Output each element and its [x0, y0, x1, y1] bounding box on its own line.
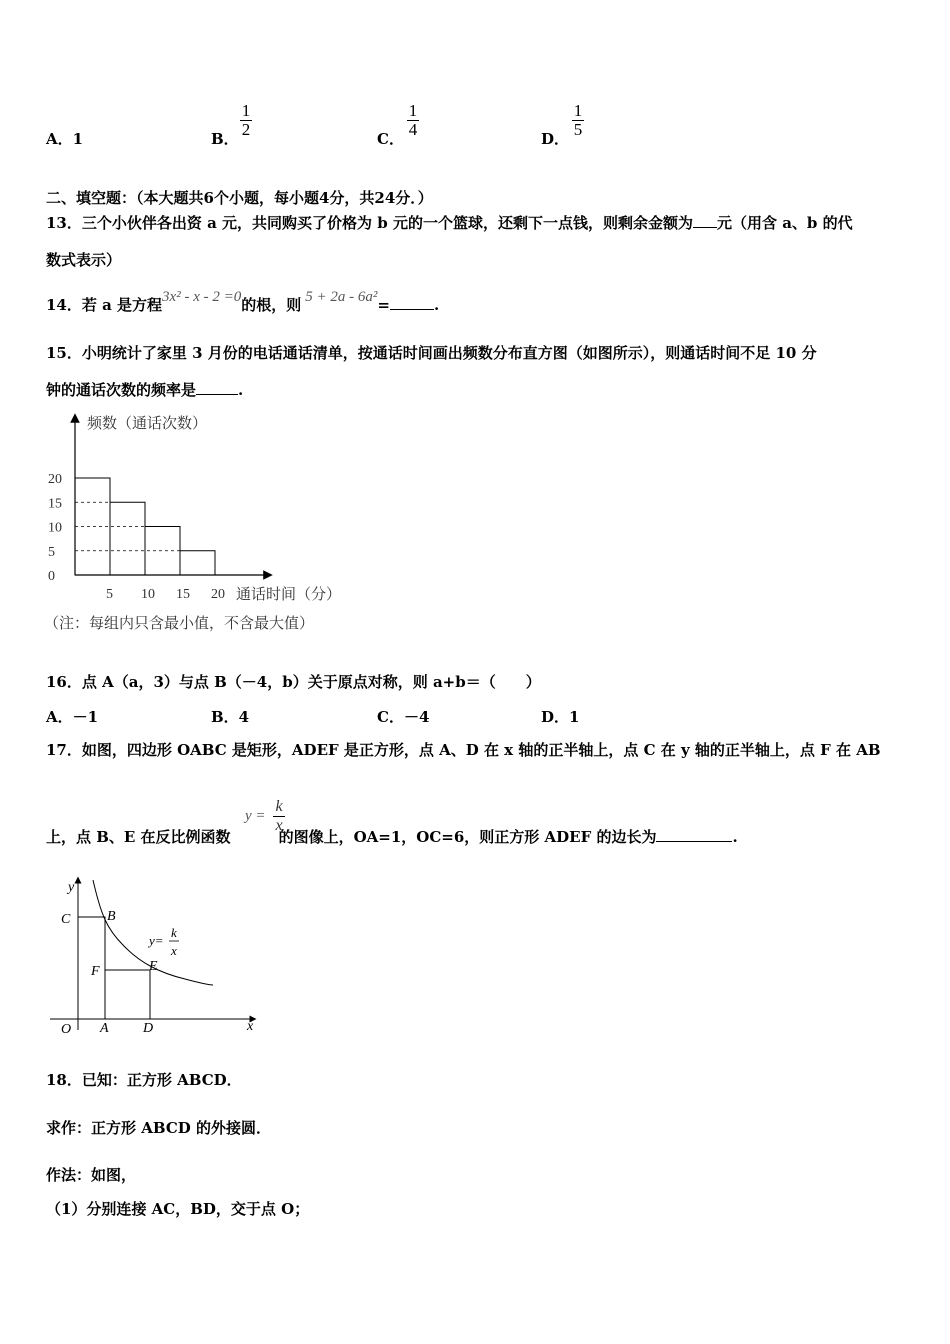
point-c-label: C — [61, 912, 71, 927]
fraction-numerator: 1 — [573, 101, 583, 120]
fraction-denominator: 2 — [241, 120, 251, 139]
point-d-label: D — [143, 1021, 154, 1036]
q14-line — [46, 289, 440, 315]
q15-text: 钟的通话次数的频率是 — [46, 381, 197, 399]
q17-line1: 17．如图，四边形 OABC 是矩形，ADEF 是正方形，点 A、D 在 x 轴的正半轴上，点 C 在 y 轴的正半轴上，点 F 在 AB — [46, 741, 881, 759]
q18-line4: （1）分别连接 AC，BD，交于点 O； — [46, 1200, 310, 1218]
q13-unit: 元（用含 a、b 的代 — [716, 214, 853, 232]
curve-label-numerator: k — [171, 925, 177, 940]
option-value: 1 — [72, 130, 84, 148]
x-tick-labels — [106, 587, 225, 602]
curve-label-denominator: x — [171, 943, 177, 958]
q16-option-c: C．－4 — [377, 708, 430, 726]
point-f-label: F — [91, 964, 100, 979]
x-tick-10: 10 — [141, 587, 155, 602]
fraction-numerator: 1 — [408, 101, 418, 120]
q15-line1: 15．小明统计了家里 3 月份的电话通话清单，按通话时间画出频数分布直方图（如图所示），则通话时间不足 10 分 — [46, 344, 817, 362]
y-tick-labels — [48, 472, 62, 560]
option-label: B． — [211, 130, 239, 148]
q13-text: 13．三个小伙伴各出资 a 元，共同购买了价格为 b 元的一个篮球，还剩下一点钱，则剩余金额为 — [46, 214, 693, 232]
fraction-numerator: k — [275, 798, 283, 815]
x-tick-20: 20 — [211, 587, 225, 602]
q17-figure — [45, 875, 265, 1040]
answer-blank[interactable] — [196, 394, 238, 395]
curve-label: y= — [149, 933, 164, 948]
q12-option-a — [46, 128, 83, 149]
histogram-chart — [40, 410, 370, 635]
q17-suffix: 的图像上，OA=1，OC=6，则正方形 ADEF 的边长为 — [278, 828, 657, 846]
q18-line3: 作法：如图， — [46, 1166, 137, 1184]
q14-prefix: 14．若 a 是方程 — [46, 296, 163, 314]
fraction-numerator: 1 — [241, 101, 251, 120]
q14-middle: 的根，则 — [241, 296, 302, 314]
square-adef — [105, 970, 150, 1019]
q16-stem: 16．点 A（a，3）与点 B（－4，b）关于原点对称，则 a+b＝（ ） — [46, 673, 541, 691]
option-label: D． — [541, 130, 570, 148]
y-tick-20: 20 — [48, 472, 62, 487]
q12-option-c-fraction — [407, 102, 419, 139]
q18-line2: 求作：正方形 ABCD 的外接圆． — [46, 1119, 271, 1137]
point-a-label: A — [100, 1021, 109, 1036]
q16-option-d: D．1 — [541, 708, 580, 726]
option-label: A． — [46, 130, 73, 148]
y-tick-10: 10 — [48, 520, 62, 536]
q16-option-a: A．－1 — [46, 708, 99, 726]
point-e-label: E — [149, 959, 158, 974]
answer-blank[interactable] — [390, 309, 434, 310]
y-tick-5: 5 — [48, 544, 55, 560]
q17-line2 — [46, 826, 738, 847]
histogram-bar-15-20 — [180, 551, 215, 575]
x-axis-label: x — [247, 1019, 254, 1034]
q15-end: . — [238, 381, 244, 399]
q17-prefix: 上，点 B、E 在反比例函数 — [46, 828, 231, 846]
answer-blank[interactable] — [656, 841, 732, 842]
fraction-denominator: 5 — [573, 120, 583, 139]
point-b-label: B — [107, 909, 116, 924]
x-tick-5: 5 — [106, 587, 113, 602]
q15-line2 — [46, 379, 243, 400]
y-tick-15: 15 — [48, 496, 62, 512]
q12-option-b — [211, 128, 239, 149]
origin-label: 0 — [48, 569, 55, 584]
histogram-bar-5-10 — [110, 502, 145, 575]
chart-note: （注：每组内只含最小值，不含最大值） — [44, 616, 315, 632]
q14-equation: 3x² - x - 2 =0 — [162, 289, 242, 305]
q14-suffix: = — [377, 296, 390, 314]
section-title: 二、填空题：（本大题共6个小题，每小题4分，共24分．） — [46, 189, 433, 207]
histogram-bar-10-15 — [145, 527, 180, 576]
histogram-bar-0-5 — [75, 478, 110, 575]
x-tick-15: 15 — [176, 587, 190, 602]
q17-function-y: y = — [245, 808, 266, 824]
q13-line1 — [46, 212, 853, 233]
origin-label: O — [61, 1022, 72, 1037]
q16-option-b: B．4 — [211, 708, 250, 726]
q17-end: . — [732, 828, 738, 846]
fraction-denominator: x — [275, 817, 283, 834]
q14-expression: 5 + 2a - 6a² — [305, 289, 378, 305]
q12-option-d-fraction — [572, 102, 584, 139]
q17-function-fraction — [273, 798, 285, 835]
q12-option-b-fraction — [240, 102, 252, 139]
y-axis-label: y — [68, 880, 75, 895]
q12-option-c — [377, 128, 404, 149]
fraction-denominator: 4 — [408, 120, 418, 139]
option-label: C． — [377, 130, 404, 148]
x-axis-label: 通话时间（分） — [236, 587, 342, 603]
answer-blank[interactable] — [693, 227, 717, 228]
q18-line1: 18．已知：正方形 ABCD． — [46, 1071, 242, 1089]
q14-end: . — [433, 296, 440, 314]
q12-option-d — [541, 128, 569, 149]
q13-line2: 数式表示） — [46, 251, 122, 269]
y-axis-label: 频数（通话次数） — [87, 416, 208, 432]
